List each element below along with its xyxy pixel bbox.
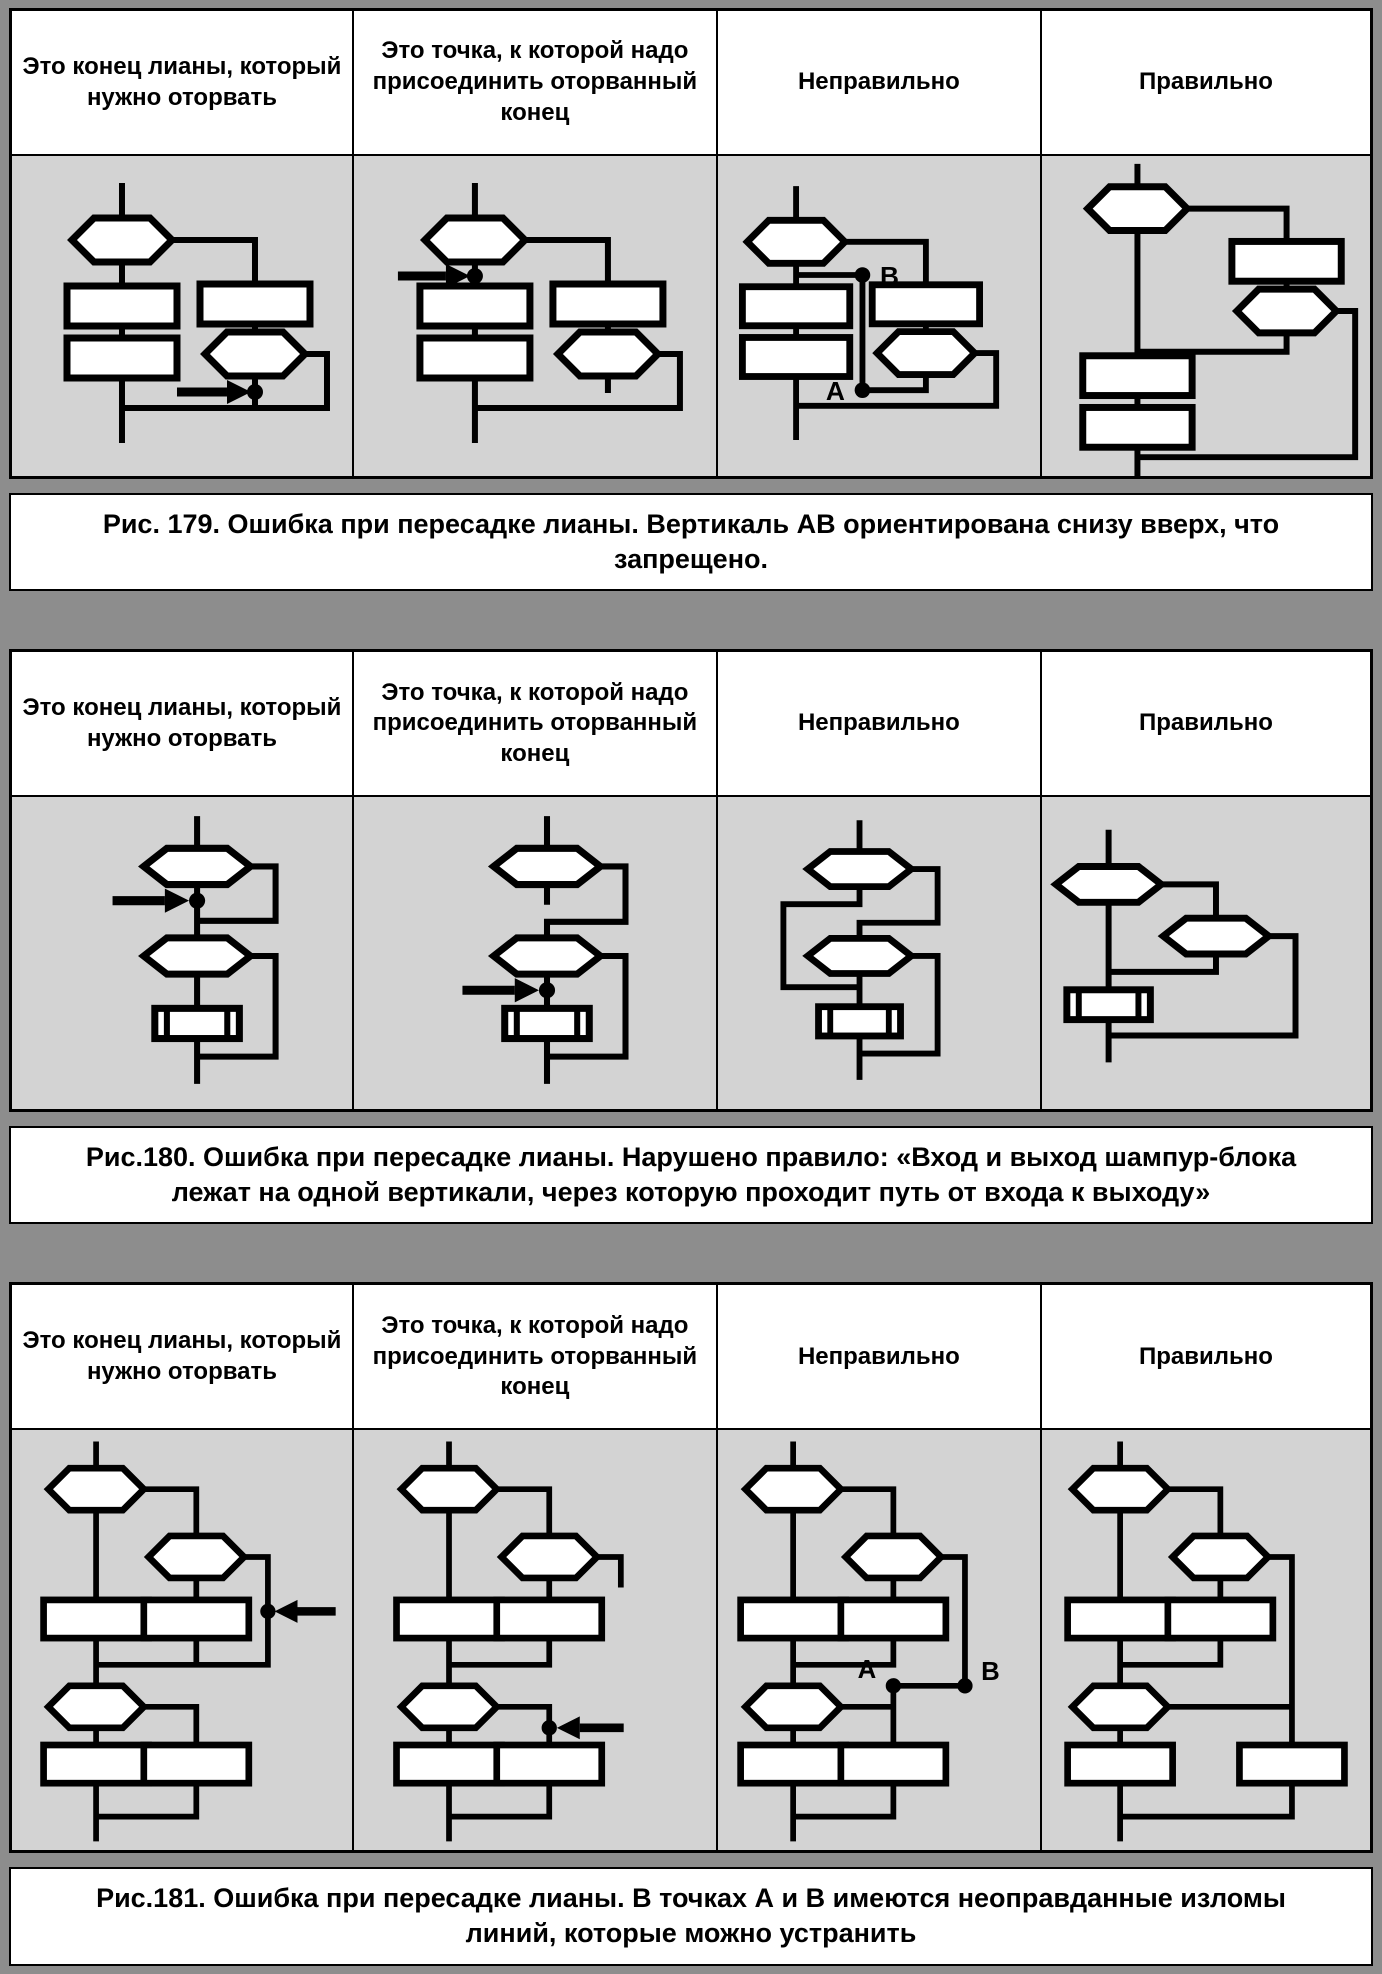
point-a-label: А — [857, 1656, 877, 1685]
decision-hexagon — [48, 1686, 143, 1728]
decision-hexagon — [501, 1536, 596, 1578]
column-header-liana-end: Это конец лианы, который нужно оторвать — [12, 652, 354, 797]
decision-hexagon — [1072, 1686, 1167, 1728]
figure-caption-181: Рис.181. Ошибка при пересадке лианы. В точках А и В имеются неоправданные изломы линий, которые можно устранить — [9, 1867, 1373, 1965]
action-rect — [841, 1745, 946, 1783]
decision-hexagon — [494, 938, 601, 974]
pointer-arrow-icon — [165, 889, 189, 913]
flowchart-180-correct — [1042, 797, 1370, 1109]
diagram-cell-181-3 — [718, 1430, 1042, 1850]
decision-hexagon — [72, 218, 172, 262]
diagram-cell-180-4 — [1042, 797, 1370, 1109]
action-rect — [44, 1600, 149, 1638]
decision-hexagon — [401, 1686, 496, 1728]
decision-hexagon — [1173, 1536, 1268, 1578]
decision-hexagon — [808, 852, 911, 887]
action-rect — [420, 286, 530, 326]
action-rect — [1083, 356, 1192, 396]
diagram-cell-179-2 — [354, 156, 718, 476]
figure-panel-180 — [9, 649, 1373, 1224]
action-rect — [740, 1745, 845, 1783]
point-a-label: А — [825, 375, 845, 406]
figure-table-181 — [9, 1282, 1373, 1853]
decision-hexagon — [845, 1536, 940, 1578]
figure-caption-180: Рис.180. Ошибка при пересадке лианы. Нарушено правило: «Вход и выход шампур-блока лежат на одной вертикали, через которую проходит путь от входа к выходу» — [9, 1126, 1373, 1224]
pointer-arrow-icon — [515, 978, 539, 1002]
column-header-liana-end: Это конец лианы, который нужно оторвать — [12, 11, 354, 156]
decision-hexagon — [149, 1536, 244, 1578]
action-rect — [396, 1600, 501, 1638]
decision-hexagon — [1056, 867, 1161, 903]
decision-hexagon — [425, 218, 525, 262]
diagram-cell-179-4 — [1042, 156, 1370, 476]
action-rect — [144, 1600, 249, 1638]
column-header-attach-point: Это точка, к которой надо присоединить оторванный конец — [354, 11, 718, 156]
decision-hexagon — [1088, 187, 1187, 231]
decision-hexagon — [558, 332, 658, 376]
flowchart-179-correct — [1042, 156, 1370, 476]
diagram-cell-180-1 — [12, 797, 354, 1109]
action-rect — [1068, 1600, 1173, 1638]
figure-caption-179: Рис. 179. Ошибка при пересадке лианы. Вертикаль АВ ориентирована снизу вверх, что запрещено. — [9, 493, 1373, 591]
decision-hexagon — [808, 939, 911, 974]
column-header-incorrect: Неправильно — [718, 11, 1042, 156]
flowchart-181-incorrect — [718, 1430, 1040, 1850]
diagram-cell-181-4 — [1042, 1430, 1370, 1850]
pointer-arrow-icon — [227, 380, 251, 404]
decision-hexagon — [1072, 1469, 1167, 1511]
figure-panel-179 — [9, 8, 1373, 591]
action-rect — [396, 1745, 501, 1783]
action-rect — [1083, 407, 1192, 447]
column-header-attach-point: Это точка, к которой надо присоединить оторванный конец — [354, 1285, 718, 1430]
column-header-correct: Правильно — [1042, 652, 1370, 797]
action-rect — [67, 338, 177, 378]
column-header-correct: Правильно — [1042, 1285, 1370, 1430]
decision-hexagon — [745, 1686, 840, 1728]
action-rect — [44, 1745, 149, 1783]
decision-hexagon — [1163, 918, 1268, 954]
column-header-attach-point: Это точка, к которой надо присоединить оторванный конец — [354, 652, 718, 797]
point-b-dot — [957, 1679, 972, 1694]
decision-hexagon — [747, 220, 845, 263]
pointer-arrow-icon — [557, 1717, 580, 1740]
figure-panel-181 — [9, 1282, 1373, 1965]
action-rect — [841, 1600, 946, 1638]
action-rect — [740, 1600, 845, 1638]
action-rect — [497, 1600, 602, 1638]
action-rect — [1239, 1745, 1344, 1783]
diagram-cell-181-2 — [354, 1430, 718, 1850]
column-header-incorrect: Неправильно — [718, 1285, 1042, 1430]
pointer-arrow-icon — [275, 1600, 298, 1623]
action-rect — [742, 287, 849, 326]
action-rect — [497, 1745, 602, 1783]
flowchart-181-attach-point — [354, 1430, 716, 1850]
action-rect — [553, 284, 663, 324]
diagram-cell-180-3 — [718, 797, 1042, 1109]
liana-end-dot — [189, 893, 205, 909]
decision-hexagon — [745, 1469, 840, 1511]
flowchart-181-correct — [1042, 1430, 1370, 1850]
action-rect — [200, 284, 310, 324]
decision-hexagon — [205, 332, 305, 376]
flowchart-179-incorrect — [718, 156, 1040, 476]
action-rect — [1168, 1600, 1273, 1638]
column-header-incorrect: Неправильно — [718, 652, 1042, 797]
decision-hexagon — [48, 1469, 143, 1511]
action-rect — [1068, 1745, 1173, 1783]
action-rect — [67, 286, 177, 326]
flowchart-180-incorrect — [718, 797, 1040, 1109]
action-rect — [742, 337, 849, 376]
action-rect — [144, 1745, 249, 1783]
flowchart-180-liana-end — [12, 797, 352, 1109]
column-header-liana-end: Это конец лианы, который нужно оторвать — [12, 1285, 354, 1430]
flowchart-179-liana-end — [12, 156, 352, 476]
point-b-label: В — [879, 260, 899, 291]
diagram-cell-181-1 — [12, 1430, 354, 1850]
decision-hexagon — [144, 849, 251, 885]
point-b-label: В — [981, 1658, 1000, 1687]
point-a-dot — [854, 382, 870, 398]
flowchart-180-attach-point — [354, 797, 716, 1109]
diagram-cell-180-2 — [354, 797, 718, 1109]
flowchart-181-liana-end — [12, 1430, 352, 1850]
action-rect — [1232, 241, 1341, 281]
point-a-dot — [886, 1679, 901, 1694]
decision-hexagon — [401, 1469, 496, 1511]
liana-end-dot — [260, 1604, 275, 1619]
decision-hexagon — [1237, 289, 1336, 333]
decision-hexagon — [144, 938, 251, 974]
column-header-correct: Правильно — [1042, 11, 1370, 156]
point-b-dot — [854, 267, 870, 283]
decision-hexagon — [494, 849, 601, 885]
decision-hexagon — [877, 332, 975, 375]
figure-table-180 — [9, 649, 1373, 1112]
action-rect — [420, 338, 530, 378]
figure-table-179 — [9, 8, 1373, 479]
flowchart-179-attach-point — [354, 156, 716, 476]
diagram-cell-179-1 — [12, 156, 354, 476]
attach-point-dot — [539, 982, 555, 998]
diagram-cell-179-3 — [718, 156, 1042, 476]
attach-point-dot — [542, 1721, 557, 1736]
